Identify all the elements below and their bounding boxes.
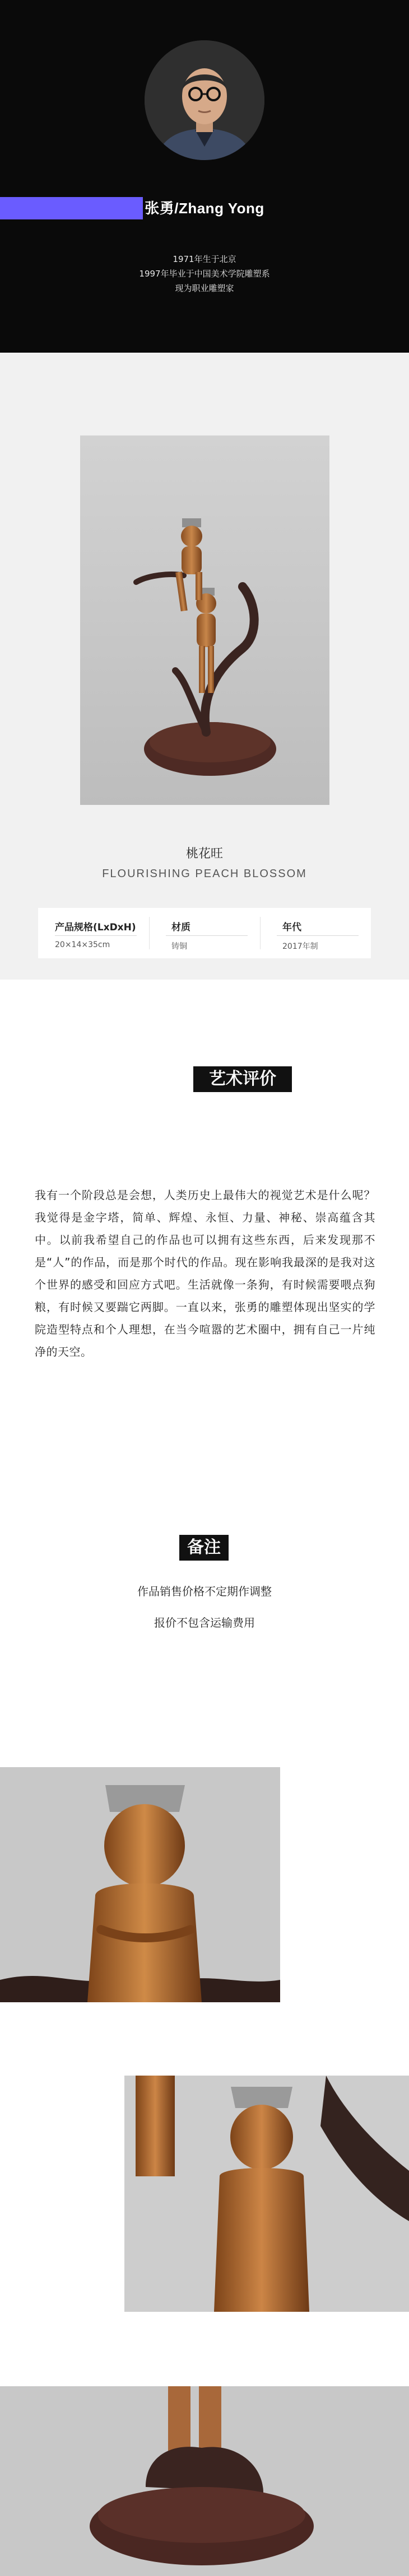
note-line: 作品销售价格不定期作调整 xyxy=(137,1585,272,1598)
note-heading: 备注 xyxy=(179,1535,229,1561)
spec-divider-line xyxy=(166,935,248,936)
spec-divider-line xyxy=(277,935,359,936)
bio-line: 现为职业雕塑家 xyxy=(175,283,234,293)
spec-size xyxy=(38,908,149,958)
review-heading: 艺术评价 xyxy=(193,1066,292,1092)
spec-year xyxy=(260,908,371,958)
spec-value: 铸铜 xyxy=(171,942,187,951)
spec-label: 产品规格(LxDxH) xyxy=(55,922,136,933)
note-line: 报价不包含运输费用 xyxy=(154,1616,255,1629)
artwork-photo xyxy=(80,435,329,805)
spec-material xyxy=(149,908,260,958)
spec-label: 年代 xyxy=(282,922,301,933)
review-text: 我有一个阶段总是会想，人类历史上最伟大的视觉艺术是什么呢？我觉得是金字塔，简单、辉煌、永恒、力量、神秘、崇高蕴含其中。以前我希望自己的作品也可以拥有这些东西，后来发现那不是“人”的作品，而是那个时代的作品。现在影响我最深的是我对这个世界的感受和回应方式吧。生活就像一条狗，有时候需要喂点狗粮，有时候又要踹它两脚。一直以来，张勇的雕塑体现出坚实的学院造型特点和个人理想，在当今喧嚣的艺术圈中，拥有自己一片纯净的天空。 xyxy=(35,1188,375,1359)
artist-bio xyxy=(0,252,409,296)
spec-value: 2017年制 xyxy=(282,942,318,951)
detail-photo-base xyxy=(0,2386,409,2576)
bio-line: 1971年生于北京 xyxy=(173,254,236,264)
artwork-title-cn: 桃花旺 xyxy=(185,847,223,861)
spec-divider-line xyxy=(55,935,137,936)
artist-name-bar xyxy=(0,197,409,219)
artist-name: 张勇/Zhang Yong xyxy=(145,200,264,217)
spec-label: 材质 xyxy=(171,922,190,933)
detail-photo-upper-figure xyxy=(0,1767,280,2002)
spec-card xyxy=(38,908,371,958)
bio-line: 1997年毕业于中国美术学院雕塑系 xyxy=(139,269,270,279)
detail-photo-lower-figure xyxy=(124,2076,409,2312)
spec-value: 20×14×35cm xyxy=(55,940,110,949)
artwork-title-en: FLOURISHING PEACH BLOSSOM xyxy=(102,868,307,880)
artist-avatar xyxy=(145,40,264,160)
